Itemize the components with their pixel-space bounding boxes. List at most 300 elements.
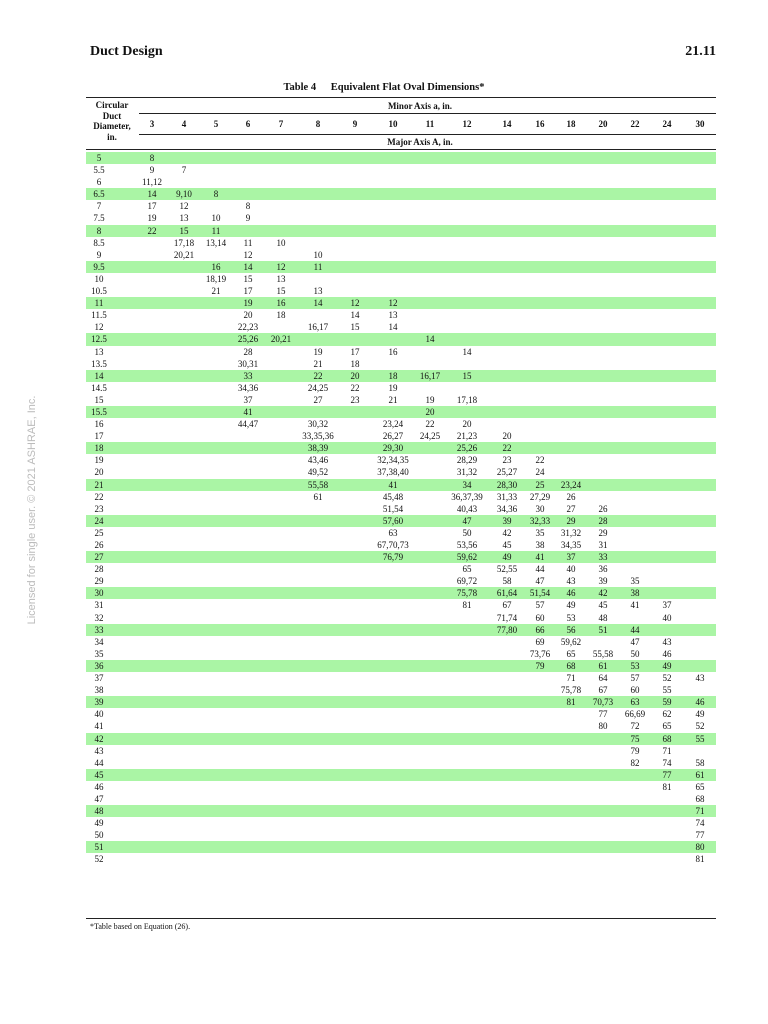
major-axis-cell: 48	[598, 612, 608, 623]
major-axis-cell: 25,26	[237, 334, 259, 345]
major-axis-cell: 22	[147, 225, 157, 236]
major-axis-cell: 35	[630, 576, 640, 587]
major-axis-cell: 37,38,40	[377, 467, 409, 478]
major-axis-cell: 73,76	[529, 648, 551, 659]
major-axis-cell: 58	[695, 757, 705, 768]
major-axis-cell: 25	[535, 479, 545, 490]
circular-diameter-cell: 50	[94, 830, 104, 841]
major-axis-cell: 61	[313, 491, 323, 502]
table-row	[86, 624, 716, 636]
circular-diameter-cell: 5.5	[93, 165, 105, 176]
major-axis-cell: 29,30	[382, 443, 404, 454]
major-axis-cell: 42	[502, 527, 512, 538]
table-row	[86, 333, 716, 345]
major-axis-cell: 15	[243, 273, 253, 284]
major-axis-cell: 17	[147, 201, 157, 212]
circular-diameter-cell: 9.5	[93, 261, 105, 272]
minor-axis-column-header: 12	[462, 119, 472, 129]
major-axis-cell: 60	[630, 685, 640, 696]
circular-diameter-cell: 10.5	[91, 286, 107, 297]
circular-diameter-cell: 49	[94, 818, 104, 829]
major-axis-cell: 8	[245, 201, 251, 212]
minor-axis-column-header: 3	[149, 119, 155, 129]
major-axis-cell: 61	[598, 660, 608, 671]
major-axis-cell: 77	[695, 830, 705, 841]
major-axis-cell: 44	[630, 624, 640, 635]
table-row	[86, 575, 716, 587]
major-axis-cell: 21	[211, 286, 221, 297]
major-axis-cell: 12	[179, 201, 189, 212]
minor-axis-column-header: 24	[662, 119, 672, 129]
major-axis-cell: 10	[211, 213, 221, 224]
circular-diameter-cell: 22	[94, 491, 104, 502]
major-axis-cell: 53	[630, 660, 640, 671]
circular-diameter-cell: 32	[94, 612, 104, 623]
major-axis-cell: 24,25	[419, 431, 441, 442]
major-axis-cell: 55,58	[307, 479, 329, 490]
major-axis-cell: 15	[276, 286, 286, 297]
major-axis-cell: 26,27	[382, 431, 404, 442]
circular-diameter-cell: 13.5	[91, 358, 107, 369]
major-axis-cell: 43	[695, 673, 705, 684]
major-axis-cell: 71	[695, 806, 705, 817]
circular-diameter-cell: 52	[94, 854, 104, 865]
circular-diameter-cell: 5	[96, 153, 102, 163]
table-row	[86, 346, 716, 358]
circular-diameter-cell: 7	[96, 201, 102, 212]
header-line: Circular	[95, 100, 129, 110]
circular-diameter-cell: 17	[94, 431, 104, 442]
table-row	[86, 817, 716, 829]
major-axis-cell: 52	[695, 721, 705, 732]
major-axis-cell: 23	[350, 394, 360, 405]
minor-axis-column-header: 11	[425, 119, 435, 129]
table-row	[86, 829, 716, 841]
major-axis-cell: 65	[566, 648, 576, 659]
circular-diameter-cell: 7.5	[93, 213, 105, 224]
major-axis-cell: 40,43	[456, 503, 478, 514]
circular-diameter-cell: 13	[94, 346, 104, 357]
major-axis-cell: 38,39	[307, 443, 329, 454]
major-axis-cell: 32,33	[529, 515, 551, 526]
table-row	[86, 612, 716, 624]
table-top-rule	[86, 97, 716, 98]
major-axis-cell: 19	[313, 346, 323, 357]
major-axis-cell: 23	[502, 455, 512, 466]
major-axis-cell: 16,17	[307, 322, 329, 333]
circular-diameter-cell: 38	[94, 685, 104, 696]
major-axis-cell: 17,18	[456, 394, 478, 405]
major-axis-cell: 38	[630, 588, 640, 599]
circular-diameter-cell: 24	[94, 515, 104, 526]
circular-diameter-cell: 18	[94, 443, 104, 454]
major-axis-cell: 21	[388, 394, 398, 405]
major-axis-cell: 63	[630, 697, 640, 708]
major-axis-cell: 20	[425, 406, 435, 417]
circular-diameter-cell: 30	[94, 588, 104, 599]
major-axis-cell: 44	[535, 564, 545, 575]
major-axis-cell: 26	[598, 503, 608, 514]
major-axis-cell: 15	[179, 225, 189, 236]
major-axis-cell: 67	[502, 600, 512, 611]
major-axis-cell: 75	[630, 733, 640, 744]
major-axis-cell: 56	[566, 624, 576, 635]
major-axis-cell: 28	[598, 515, 608, 526]
major-axis-cell: 61	[695, 769, 705, 780]
major-axis-cell: 75,78	[560, 685, 582, 696]
major-axis-cell: 82	[630, 757, 640, 768]
major-axis-cell: 17,18	[173, 237, 195, 248]
major-axis-cell: 55	[662, 685, 672, 696]
major-axis-cell: 16	[211, 261, 221, 272]
table-row	[86, 539, 716, 551]
table-row	[86, 733, 716, 745]
major-axis-cell: 27	[313, 394, 323, 405]
major-axis-cell: 25,26	[456, 443, 478, 454]
major-axis-cell: 9	[245, 213, 251, 224]
major-axis-cell: 24	[535, 467, 545, 478]
major-axis-cell: 81	[662, 781, 672, 792]
table-row	[86, 358, 716, 370]
major-axis-cell: 13	[276, 273, 286, 284]
table-row	[86, 599, 716, 611]
major-axis-cell: 47	[630, 636, 640, 647]
major-axis-cell: 40	[566, 564, 576, 575]
major-axis-cell: 34,36	[237, 382, 259, 393]
minor-axis-column-header: 4	[181, 119, 187, 129]
table-row	[86, 841, 716, 853]
header-bottom-rule	[86, 149, 716, 150]
circular-diameter-cell: 40	[94, 709, 104, 720]
circular-diameter-cell: 46	[94, 781, 104, 792]
major-axis-cell: 26	[566, 491, 576, 502]
major-axis-cell: 47	[462, 515, 472, 526]
major-axis-cell: 71	[566, 673, 576, 684]
major-axis-cell: 19	[147, 213, 157, 224]
major-axis-cell: 31,32	[456, 467, 478, 478]
table-row	[86, 769, 716, 781]
circular-diameter-cell: 42	[94, 733, 104, 744]
major-axis-cell: 74	[662, 757, 672, 768]
major-axis-cell: 71,74	[496, 612, 518, 623]
table-row	[86, 237, 716, 249]
major-axis-cell: 16,17	[419, 370, 441, 381]
major-axis-cell: 69	[535, 636, 545, 647]
major-axis-cell: 13	[313, 286, 323, 297]
major-axis-header: Major Axis A, in.	[387, 137, 453, 147]
major-axis-cell: 62	[662, 709, 672, 720]
table-row	[86, 757, 716, 769]
major-axis-cell: 69,72	[456, 576, 478, 587]
table-row	[86, 442, 716, 454]
table-row	[86, 430, 716, 442]
major-axis-cell: 49	[695, 709, 705, 720]
circular-diameter-cell: 8.5	[93, 237, 105, 248]
major-axis-cell: 45	[502, 540, 512, 550]
major-axis-cell: 33,35,36	[302, 431, 334, 442]
major-axis-cell: 29	[598, 527, 608, 538]
circular-diameter-cell: 14	[94, 370, 104, 381]
major-axis-cell: 57	[535, 600, 545, 611]
major-axis-cell: 81	[695, 854, 705, 865]
header-line: in.	[107, 131, 117, 142]
table-row	[86, 648, 716, 660]
major-axis-cell: 57,60	[382, 515, 404, 526]
major-axis-cell: 53	[566, 612, 576, 623]
table-row	[86, 176, 716, 188]
table-row	[86, 212, 716, 224]
major-axis-cell: 22	[313, 370, 323, 381]
major-axis-cell: 41	[535, 552, 545, 563]
circular-diameter-cell: 34	[94, 636, 104, 647]
minor-axis-column-header: 30	[695, 119, 705, 129]
major-axis-cell: 7	[181, 165, 187, 176]
table-row	[86, 551, 716, 563]
major-axis-cell: 14	[425, 334, 435, 345]
minor-axis-column-header: 9	[352, 119, 358, 129]
major-axis-cell: 77	[662, 769, 672, 780]
page-number: 21.11	[685, 44, 716, 59]
circular-diameter-cell: 48	[94, 806, 104, 817]
major-axis-cell: 53,56	[456, 540, 478, 550]
minor-axis-column-header: 7	[278, 119, 284, 129]
major-axis-cell: 76,79	[382, 552, 404, 563]
major-axis-cell: 14	[350, 310, 360, 321]
circular-diameter-cell: 26	[94, 540, 104, 550]
major-axis-rule	[139, 134, 716, 135]
table-row	[86, 503, 716, 515]
table-row	[86, 781, 716, 793]
major-axis-cell: 33	[243, 370, 253, 381]
circular-diameter-cell: 44	[94, 757, 104, 768]
major-axis-cell: 23,24	[560, 479, 582, 490]
circular-diameter-cell: 41	[94, 721, 104, 732]
table-row	[86, 261, 716, 273]
circular-diameter-cell: 11	[94, 298, 104, 309]
table-row	[86, 152, 716, 164]
circular-diameter-cell: 11.5	[91, 310, 107, 321]
major-axis-cell: 11	[243, 237, 253, 248]
major-axis-cell: 34,35	[560, 540, 582, 550]
major-axis-cell: 14	[243, 261, 253, 272]
major-axis-cell: 44,47	[237, 419, 259, 430]
major-axis-cell: 65	[662, 721, 672, 732]
table-row	[86, 418, 716, 430]
table-row	[86, 479, 716, 491]
major-axis-cell: 27,29	[529, 491, 551, 502]
major-axis-cell: 20	[243, 310, 253, 321]
circular-diameter-cell: 20	[94, 467, 104, 478]
major-axis-cell: 19	[388, 382, 398, 393]
circular-diameter-cell: 27	[94, 552, 104, 563]
major-axis-cell: 18	[388, 370, 398, 381]
major-axis-cell: 43	[662, 636, 672, 647]
major-axis-cell: 33	[598, 552, 608, 563]
major-axis-cell: 11,12	[142, 177, 162, 188]
major-axis-cell: 9	[149, 165, 155, 176]
major-axis-cell: 80	[695, 842, 705, 853]
table-row	[86, 285, 716, 297]
table-row	[86, 805, 716, 817]
circular-diameter-cell: 23	[94, 503, 104, 514]
circular-diameter-cell: 21	[94, 479, 104, 490]
major-axis-cell: 31	[598, 540, 608, 550]
circular-diameter-cell: 45	[94, 769, 104, 780]
major-axis-cell: 22	[350, 382, 360, 393]
major-axis-cell: 14	[147, 189, 157, 200]
major-axis-cell: 80	[598, 721, 608, 732]
major-axis-cell: 68	[695, 793, 705, 804]
major-axis-cell: 31,33	[496, 491, 518, 502]
major-axis-cell: 57	[630, 673, 640, 684]
table-row	[86, 466, 716, 478]
license-watermark: Licensed for single user. © 2021 ASHRAE, Inc.	[26, 395, 38, 625]
major-axis-cell: 36,37,39	[451, 491, 483, 502]
circular-diameter-cell: 15	[94, 394, 104, 405]
major-axis-cell: 71	[662, 745, 672, 756]
circular-diameter-cell: 39	[94, 697, 104, 708]
major-axis-cell: 9,10	[176, 189, 192, 200]
major-axis-cell: 43	[566, 576, 576, 587]
major-axis-cell: 47	[535, 576, 545, 587]
table-row	[86, 636, 716, 648]
table-row	[86, 793, 716, 805]
circular-diameter-cell: 28	[94, 564, 104, 575]
table-row	[86, 200, 716, 212]
page-section-title: Duct Design	[90, 44, 163, 59]
major-axis-cell: 12	[243, 249, 253, 260]
table-row	[86, 696, 716, 708]
table-row	[86, 491, 716, 503]
major-axis-cell: 63	[388, 527, 398, 538]
circular-duct-diameter-header	[88, 100, 136, 142]
table-row	[86, 708, 716, 720]
header-line: Diameter,	[93, 121, 131, 131]
major-axis-cell: 52,55	[496, 564, 518, 575]
major-axis-cell: 13	[179, 213, 189, 224]
minor-axis-column-header: 16	[535, 119, 545, 129]
major-axis-cell: 18,19	[205, 273, 227, 284]
circular-diameter-cell: 12.5	[91, 334, 107, 345]
major-axis-cell: 74	[695, 818, 705, 829]
table-title: Equivalent Flat Oval Dimensions*	[330, 82, 485, 93]
table-row	[86, 563, 716, 575]
major-axis-cell: 29	[566, 515, 576, 526]
table-row	[86, 297, 716, 309]
circular-diameter-cell: 16	[94, 419, 104, 430]
table-row	[86, 164, 716, 176]
major-axis-cell: 41	[243, 406, 253, 417]
minor-axis-column-header: 20	[598, 119, 608, 129]
major-axis-cell: 52	[662, 673, 672, 684]
major-axis-cell: 49,52	[307, 467, 329, 478]
major-axis-cell: 13,14	[205, 237, 227, 248]
major-axis-cell: 36	[598, 564, 608, 575]
major-axis-cell: 25,27	[496, 467, 518, 478]
major-axis-cell: 20	[350, 370, 360, 381]
circular-diameter-cell: 29	[94, 576, 104, 587]
major-axis-cell: 28,29	[456, 455, 478, 466]
major-axis-cell: 32,34,35	[377, 455, 409, 466]
major-axis-cell: 17	[243, 286, 253, 297]
major-axis-cell: 10	[313, 249, 323, 260]
major-axis-cell: 59	[662, 697, 672, 708]
major-axis-cell: 15	[462, 370, 472, 381]
major-axis-cell: 14	[313, 298, 323, 309]
table-row	[86, 309, 716, 321]
major-axis-cell: 79	[630, 745, 640, 756]
table-row	[86, 660, 716, 672]
major-axis-cell: 12	[388, 298, 398, 309]
table-row	[86, 745, 716, 757]
table-row	[86, 225, 716, 237]
minor-axis-column-header: 8	[315, 119, 321, 129]
major-axis-cell: 51,54	[529, 588, 551, 599]
circular-diameter-cell: 51	[94, 842, 104, 853]
major-axis-cell: 55	[695, 733, 705, 744]
circular-diameter-cell: 9	[96, 249, 102, 260]
circular-diameter-cell: 15.5	[91, 406, 107, 417]
major-axis-cell: 65	[462, 564, 472, 575]
major-axis-cell: 18	[350, 358, 360, 369]
table-footnote: *Table based on Equation (26).	[90, 922, 191, 931]
table-row	[86, 454, 716, 466]
minor-axis-column-header: 22	[630, 119, 640, 129]
table-row	[86, 684, 716, 696]
major-axis-cell: 11	[313, 261, 323, 272]
circular-diameter-cell: 14.5	[91, 382, 107, 393]
major-axis-cell: 34	[462, 479, 472, 490]
major-axis-cell: 41	[388, 479, 398, 490]
major-axis-cell: 8	[149, 153, 155, 163]
table-number: Table 4	[283, 82, 317, 93]
circular-diameter-cell: 12	[94, 322, 104, 333]
minor-axis-column-header: 6	[245, 119, 251, 129]
major-axis-cell: 27	[566, 503, 576, 514]
major-axis-cell: 17	[350, 346, 360, 357]
major-axis-cell: 64	[598, 673, 608, 684]
major-axis-cell: 19	[425, 394, 435, 405]
table-row	[86, 527, 716, 539]
major-axis-cell: 59,62	[560, 636, 582, 647]
circular-diameter-cell: 36	[94, 660, 104, 671]
major-axis-cell: 12	[276, 261, 286, 272]
table-row	[86, 394, 716, 406]
major-axis-cell: 67	[598, 685, 608, 696]
circular-diameter-cell: 19	[94, 455, 104, 466]
major-axis-cell: 50	[462, 527, 472, 538]
table-row	[86, 720, 716, 732]
header-line: Duct	[102, 110, 122, 121]
major-axis-cell: 12	[350, 298, 360, 309]
major-axis-cell: 70,73	[592, 697, 614, 708]
major-axis-cell: 75,78	[456, 588, 478, 599]
major-axis-cell: 14	[388, 322, 398, 333]
table-row	[86, 672, 716, 684]
major-axis-cell: 50	[630, 648, 640, 659]
circular-diameter-cell: 43	[94, 745, 104, 756]
major-axis-cell: 8	[213, 189, 219, 200]
major-axis-cell: 22	[502, 443, 512, 454]
major-axis-cell: 30,32	[307, 419, 329, 430]
table-bottom-rule	[86, 918, 716, 919]
table-row	[86, 515, 716, 527]
major-axis-cell: 59,62	[456, 552, 478, 563]
major-axis-cell: 15	[350, 322, 360, 333]
major-axis-cell: 14	[462, 346, 472, 357]
circular-diameter-cell: 37	[94, 673, 104, 684]
major-axis-cell: 19	[243, 298, 253, 309]
